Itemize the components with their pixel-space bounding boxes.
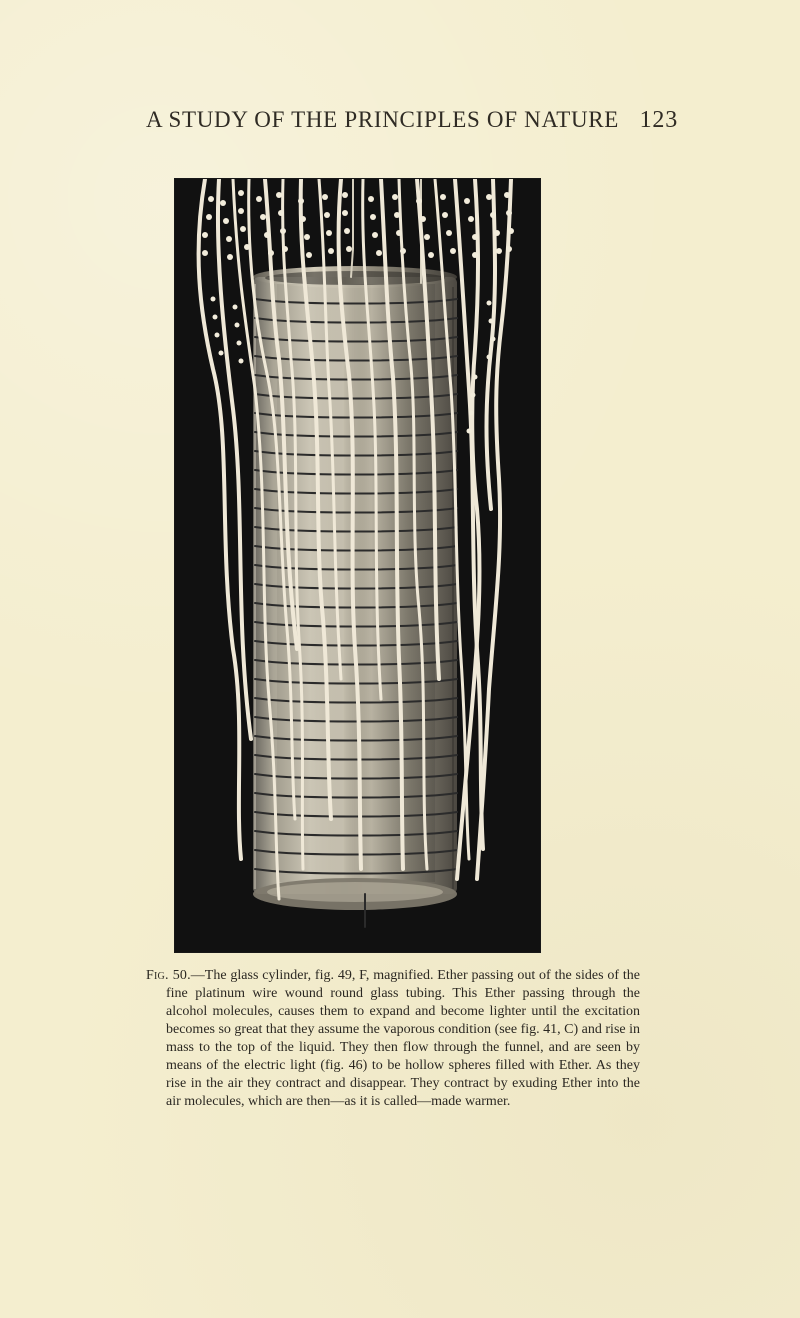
running-title: A STUDY OF THE PRINCIPLES OF NATURE [146,107,620,132]
caption-text: —The glass cylinder, fig. 49, F, magnified. Ether passing out of the sides of the fine platinum wire wound round glass tubing. This Ether passing through the alcohol molecules, causes them to expand and become lighter until the excitation becomes so great that they assume the vaporous condition (see fig. 41, C) and rise in mass to the top of the liquid. They then flow through the funnel, and are seen by means of the electric light (fig. 46) to be hollow spheres filled with Ether. As they rise in the air they contract and disappear. They contract by exuding Ether into the air molecules, which are then—as it is called—made warmer. [166,968,640,1109]
page-number: 123 [639,106,678,133]
caption-label: Fig. 50. [146,968,191,983]
caption-paragraph [146,967,640,1111]
running-head [146,103,678,137]
glass-cylinder-illustration [175,179,540,952]
figure-caption [146,967,640,1111]
figure-plate [175,179,540,952]
